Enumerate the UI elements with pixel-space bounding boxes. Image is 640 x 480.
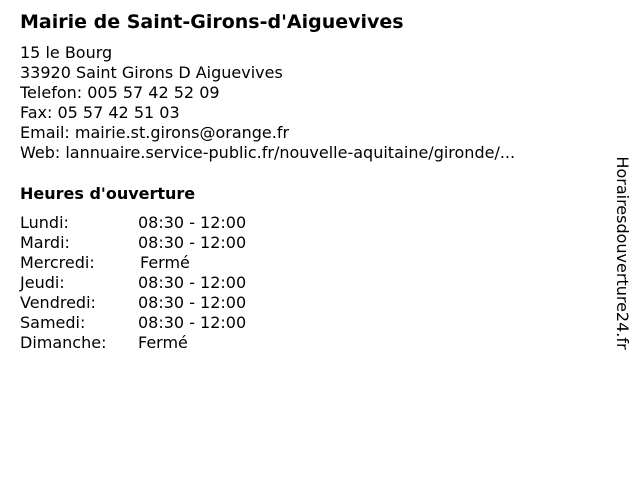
opening-hours-table: [20, 213, 320, 353]
time-value: 08:30 - 12:00: [138, 273, 247, 292]
hours-row-wednesday: [20, 253, 320, 273]
fax-number: Fax: 05 57 42 51 03: [20, 103, 180, 122]
address-street: 15 le Bourg: [20, 43, 113, 62]
site-brand-watermark: Horairesdouverture24.fr: [613, 156, 632, 350]
email-address[interactable]: Email: mairie.st.girons@orange.fr: [20, 123, 290, 142]
time-value: 08:30 - 12:00: [138, 313, 247, 332]
day-label: Vendredi:: [20, 293, 96, 312]
hours-row-friday: [20, 293, 320, 313]
day-label: Mardi:: [20, 233, 70, 252]
hours-row-sunday: [20, 333, 320, 353]
time-value: Fermé: [138, 333, 188, 352]
contact-info: [20, 43, 515, 163]
time-value: 08:30 - 12:00: [138, 233, 247, 252]
page-title: Mairie de Saint-Girons-d'Aiguevives: [20, 11, 404, 33]
website-link[interactable]: Web: lannuaire.service-public.fr/nouvelle-aquitaine/gironde/...: [20, 143, 516, 162]
time-value: 08:30 - 12:00: [138, 213, 247, 232]
day-label: Dimanche:: [20, 333, 107, 352]
opening-hours-heading: Heures d'ouverture: [20, 184, 196, 203]
hours-row-saturday: [20, 313, 320, 333]
day-label: Samedi:: [20, 313, 86, 332]
time-value: 08:30 - 12:00: [138, 293, 247, 312]
day-label: Mercredi:: [20, 253, 95, 272]
hours-row-thursday: [20, 273, 320, 293]
time-value: Fermé: [140, 253, 190, 272]
hours-row-tuesday: [20, 233, 320, 253]
hours-row-monday: [20, 213, 320, 233]
phone-number[interactable]: Telefon: 005 57 42 52 09: [20, 83, 220, 102]
address-city: 33920 Saint Girons D Aiguevives: [20, 63, 283, 82]
day-label: Lundi:: [20, 213, 69, 232]
day-label: Jeudi:: [20, 273, 65, 292]
